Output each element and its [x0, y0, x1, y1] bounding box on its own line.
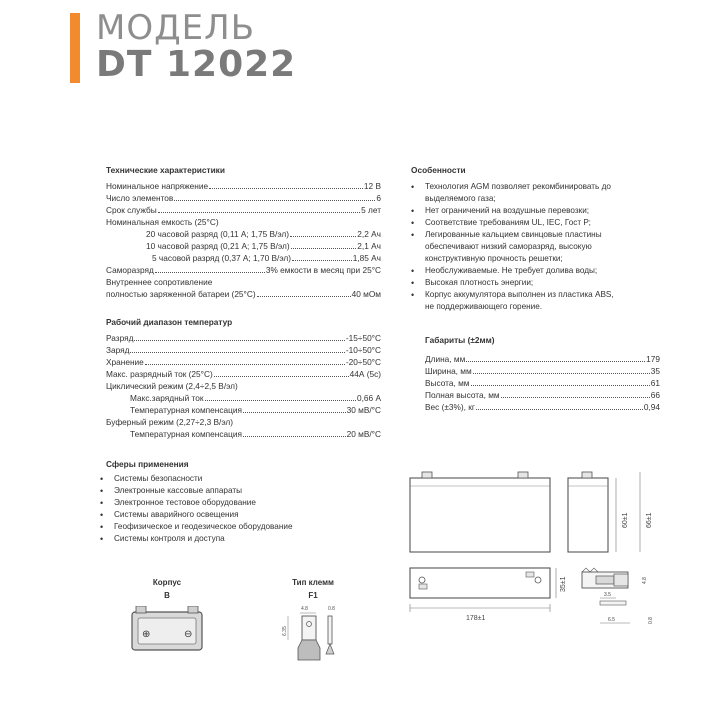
- temps-title: Рабочий диапазон температур: [106, 317, 233, 327]
- dim-label-d4: 0.8: [648, 617, 654, 624]
- bullet-icon: •: [411, 278, 415, 288]
- spec-life: Срок службы 5 лет: [106, 205, 381, 215]
- dimensions-title: Габариты (±2мм): [425, 335, 495, 345]
- terminal-dim-width: 4.8: [301, 606, 308, 612]
- spec-self-discharge: Саморазряд 3% емкости в месяц при 25°С: [106, 265, 381, 275]
- bullet-icon: •: [100, 486, 104, 496]
- dim-height: Высота, мм 61: [425, 378, 660, 388]
- spec-voltage: Номинальное напряжение 12 В: [106, 181, 381, 191]
- list-item: • Технология AGM позволяет рекомбинировать до выделяемого газа;: [411, 182, 611, 203]
- bullet-icon: •: [411, 230, 415, 240]
- dim-full-height: Полная высота, мм 66: [425, 390, 660, 400]
- bullet-icon: •: [100, 534, 104, 544]
- case-drawing: [128, 606, 208, 658]
- temp-max-current: Макс. разрядный ток (25°С) 44А (5с): [106, 369, 381, 379]
- bullet-icon: •: [100, 522, 104, 532]
- bullet-icon: •: [411, 290, 415, 300]
- temp-comp-buffer: Температурная компенсация 20 мВ/°С: [130, 429, 381, 439]
- list-item: • Корпус аккумулятора выполнен из пластика ABS, не поддерживающего горение.: [411, 290, 614, 311]
- dim-label-width: 35±1: [560, 576, 567, 592]
- brand-model-label: МОДЕЛЬ: [96, 8, 256, 48]
- dim-label-d1: 4.8: [642, 577, 648, 584]
- bullet-icon: •: [411, 266, 415, 276]
- list-item: • Необслуживаемые. Не требует долива воды;: [411, 266, 598, 276]
- dim-length: Длина, мм 179: [425, 354, 660, 364]
- features-list: [411, 181, 681, 313]
- spec-rate-5h: 5 часовой разряд (0,37 А; 1,70 В/эл) 1,85 Ач: [152, 253, 381, 263]
- case-label: Корпус: [152, 578, 182, 587]
- list-item: • Системы безопасности: [100, 474, 203, 484]
- bullet-icon: •: [100, 510, 104, 520]
- dim-label-d2: 3.5: [604, 592, 611, 598]
- svg-text:⊕: ⊕: [142, 629, 151, 640]
- list-item: • Соответствие требованиям UL, IEC, Гост Р;: [411, 218, 591, 228]
- bullet-icon: •: [100, 498, 104, 508]
- temp-discharge: Разряд -15÷50°С: [106, 333, 381, 343]
- specs-block: [106, 180, 381, 300]
- temp-comp-cyclic: Температурная компенсация 30 мВ/°С: [130, 405, 381, 415]
- dim-weight: Вес (±3%), кг 0,94: [425, 402, 660, 412]
- brand-model-name: DT 12022: [96, 44, 297, 85]
- applications-list: [100, 473, 360, 545]
- features-title: Особенности: [411, 165, 466, 175]
- terminal-dim-height: 6.35: [282, 626, 288, 636]
- dim-label-length: 178±1: [466, 615, 486, 622]
- dim-label-d3: 6.5: [608, 617, 615, 623]
- dim-width: Ширина, мм 35: [425, 366, 660, 376]
- temp-cyclic-title: Циклический режим (2,4÷2,5 В/эл): [106, 381, 238, 391]
- list-item: • Нет ограничений на воздушные перевозки;: [411, 206, 590, 216]
- dim-label-full-height: 66±1: [646, 512, 653, 528]
- case-type: В: [164, 591, 170, 600]
- brand-accent-bar: [70, 13, 80, 83]
- temp-charge: Заряд -10÷50°С: [106, 345, 381, 355]
- temps-block: [106, 332, 381, 440]
- spec-rate-20h: 20 часовой разряд (0,11 А; 1,75 В/эл) 2,2 Ач: [146, 229, 381, 239]
- bullet-icon: •: [100, 474, 104, 484]
- list-item: • Системы аварийного освещения: [100, 510, 239, 520]
- list-item: • Легированные кальцием свинцовые пластины обеспечивают низкий саморазряд, высокую конструктивную прочность решетки;: [411, 230, 602, 263]
- dimensions-block: [425, 353, 660, 413]
- spec-resistance-title: Внутреннее сопротивление: [106, 277, 213, 287]
- bullet-icon: •: [411, 182, 415, 192]
- dim-label-height: 60±1: [622, 512, 629, 528]
- temp-buffer-title: Буферный режим (2,27÷2,3 В/эл): [106, 417, 233, 427]
- applications-title: Сферы применения: [106, 459, 189, 469]
- svg-text:⊖: ⊖: [184, 629, 193, 640]
- terminal-dim-thick: 0.8: [328, 606, 335, 612]
- terminal-type: F1: [308, 591, 318, 600]
- list-item: • Геофизическое и геодезическое оборудование: [100, 522, 293, 532]
- list-item: • Электронные кассовые аппараты: [100, 486, 242, 496]
- terminal-drawing: [270, 602, 360, 664]
- spec-rate-10h: 10 часовой разряд (0,21 А; 1,75 В/эл) 2,1 Ач: [146, 241, 381, 251]
- bullet-icon: •: [411, 206, 415, 216]
- spec-resistance: полностью заряженной батареи (25°С) 40 мОм: [106, 289, 381, 299]
- terminal-label: Тип клемм: [292, 578, 334, 587]
- spec-capacity-title: Номинальная емкость (25°С): [106, 217, 219, 227]
- temp-storage: Хранение -20÷50°С: [106, 357, 381, 367]
- list-item: • Электронное тестовое оборудование: [100, 498, 256, 508]
- specs-title: Технические характеристики: [106, 165, 225, 175]
- list-item: • Системы контроля и доступа: [100, 534, 225, 544]
- list-item: • Высокая плотность энергии;: [411, 278, 534, 288]
- temp-max-charge: Макс.зарядный ток 0,66 А: [130, 393, 381, 403]
- battery-drawing: [400, 468, 662, 636]
- bullet-icon: •: [411, 218, 415, 228]
- spec-cells: Число элементов 6: [106, 193, 381, 203]
